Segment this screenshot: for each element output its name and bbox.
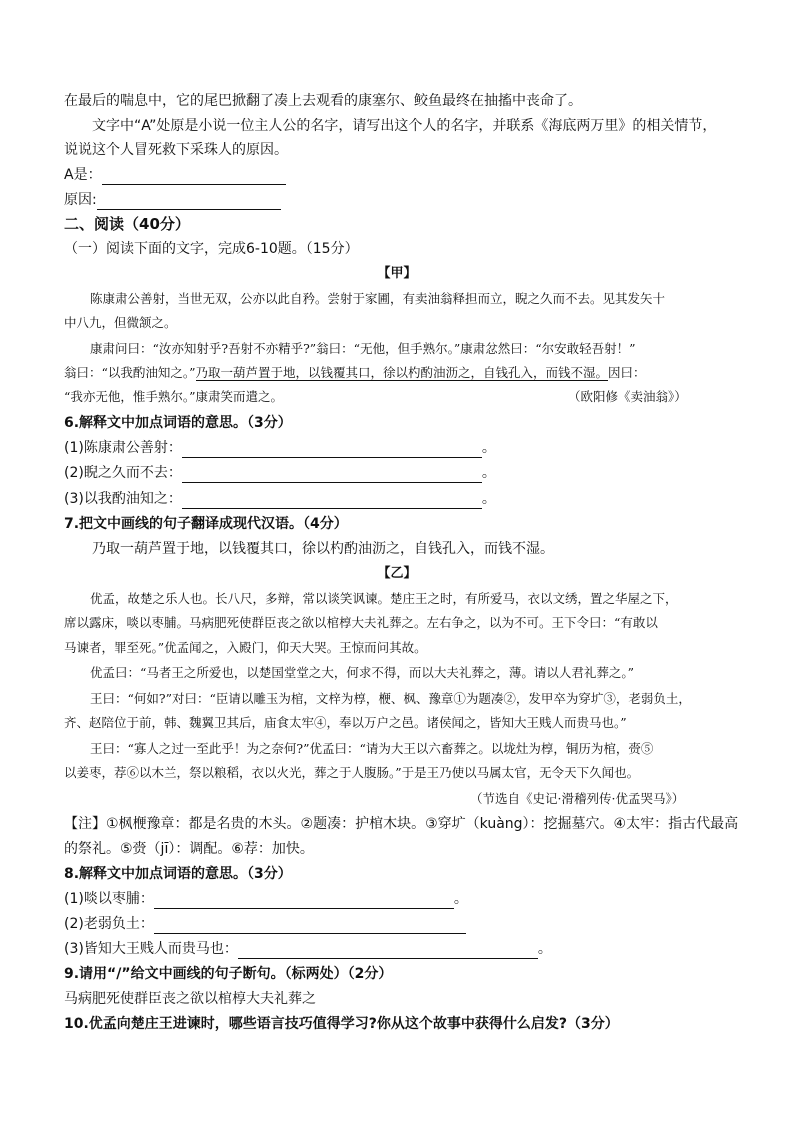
q6-item-label: (1)陈康肃公善射： [64,440,182,456]
passage-line: 席以露床，啖以枣脯。马病肥死使群臣丧之欲以棺椁大夫礼葬之。左右争之，以为不可。王下令曰：“有敢以 [64,615,658,630]
passage-text: 因曰： [608,365,646,380]
question-text: 说说这个人冒死救下采珠人的原因。 [64,142,288,158]
passage-jia-header: 【甲】 [377,266,417,281]
passage-line: 优孟，故楚之乐人也。长八尺，多辩，常以谈笑讽谏。楚庄王之时，有所爱马，衣以文绣，置之华屋之下， [90,591,678,606]
q8-item-label: (2)老弱负土： [64,916,154,932]
passage-line [64,363,646,383]
q6-blank-1[interactable] [182,441,482,458]
question-9-title: 9.请用“/”给文中画线的句子断句。（标两处）（2分） [64,966,393,982]
reason-label: 原因: [64,192,97,208]
passage-line: 康肃问曰：“汝亦知射乎?吾射不亦精乎?”翁曰：“无他，但手熟尔。”康肃忿然曰：“尔安敢轻吾射！” [90,341,636,356]
q6-item-3 [64,489,496,509]
passage-line: 王曰：“何如?”对曰：“臣请以雕玉为棺，文梓为椁，楩、枫、豫章①为题凑②，发甲卒为穿圹③，老弱负土， [90,691,691,706]
passage-line: 王曰：“寡人之过一至此乎！为之奈何?”优孟曰：“请为大王以六畜葬之。以垅灶为椁，铜历为棺，赍⑤ [90,741,654,756]
q6-end: 。 [481,440,496,456]
q6-item-1 [64,438,496,458]
answer-a-row [64,165,286,185]
q8-item-2 [64,914,466,934]
q9-sentence: 马病肥死使群臣丧之欲以棺椁大夫礼葬之 [64,991,316,1007]
passage-line: 陈康肃公善射，当世无双，公亦以此自矜。尝射于家圃，有卖油翁释担而立，睨之久而不去。见其发矢十 [90,291,666,306]
question-6-title: 6.解释文中加点词语的意思。（3分） [64,415,292,431]
part-heading: （一）阅读下面的文字，完成6-10题。（15分） [64,241,359,257]
question-7-title: 7.把文中画线的句子翻译成现代汉语。（4分） [64,516,348,532]
note-line: 的祭礼。⑤赍（jī）：调配。⑥荐：加快。 [64,841,314,857]
passage-source: （欧阳修《卖油翁》） [568,389,687,404]
q7-sentence: 乃取一葫芦置于地，以钱覆其口，徐以杓酌油沥之，自钱孔入，而钱不湿。 [92,541,554,557]
text-line: 在最后的喘息中，它的尾巴掀翻了凑上去观看的康塞尔、鲛鱼最终在抽搐中丧命了。 [64,93,582,109]
passage-line: 以姜枣，荐⑥以木兰，祭以粮稻，衣以火光，葬之于人腹肠。”于是王乃使以马属太官，无令天下久闻也。 [64,765,640,780]
question-8-title: 8.解释文中加点词语的意思。（3分） [64,866,292,882]
q8-blank-3[interactable] [238,942,538,959]
reason-row [64,190,281,210]
answer-a-label: A是： [64,167,102,183]
passage-yi-header: 【乙】 [377,566,417,581]
q6-item-label: (3)以我酌油知之： [64,491,182,507]
q8-blank-2[interactable] [154,917,466,934]
q8-item-1 [64,889,468,909]
passage-line: 齐、赵陪位于前，韩、魏翼卫其后，庙食太牢④，奉以万户之邑。诸侯闻之，皆知大王贱人而贵马也。” [64,715,627,730]
passage-line: 优孟曰：“马者王之所爱也，以楚国堂堂之大，何求不得，而以大夫礼葬之，薄。请以人君礼葬之。” [90,665,635,680]
q8-end: 。 [537,941,552,957]
passage-line: 中八九，但微颔之。 [64,315,177,330]
section-title: 二、阅读（40分） [64,215,190,233]
q6-item-label: (2)睨之久而不去： [64,465,182,481]
q8-blank-1[interactable] [154,892,454,909]
question-10-title: 10.优孟向楚庄王进谏时，哪些语言技巧值得学习?你从这个故事中获得什么启发?（3分） [64,1016,619,1032]
q6-end: 。 [481,465,496,481]
note-line: 【注】①枫楩豫章：都是名贵的木头。②题凑：护棺木块。③穿圹（kuàng）：挖掘墓穴。④太牢：指古代最高 [64,816,739,832]
q8-item-label: (1)啖以枣脯： [64,891,154,907]
passage-line: 马谏者，罪至死。”优孟闻之，入殿门，仰天大哭。王惊而问其故。 [64,640,427,655]
q6-item-2 [64,463,496,483]
underlined-sentence: 乃取一葫芦置于地，以钱覆其口，徐以杓酌油沥之，自钱孔入，而钱不湿。 [195,365,609,380]
q8-end: 。 [453,891,468,907]
q6-end: 。 [481,491,496,507]
q8-item-label: (3)皆知大王贱人而贵马也： [64,941,238,957]
reason-blank[interactable] [97,193,281,210]
q8-item-3 [64,939,552,959]
q6-blank-2[interactable] [182,466,482,483]
passage-line: “我亦无他，惟手熟尔。”康肃笑而遣之。 [64,389,284,404]
question-text: 文字中“A”处原是小说一位主人公的名字，请写出这个人的名字，并联系《海底两万里》的相关情节， [92,118,717,134]
passage-source: （节选自《史记·滑稽列传·优孟哭马》） [470,791,685,806]
q6-blank-3[interactable] [182,492,482,509]
passage-text: 翁曰：“以我酌油知之。” [64,365,196,380]
answer-a-blank[interactable] [102,168,286,185]
